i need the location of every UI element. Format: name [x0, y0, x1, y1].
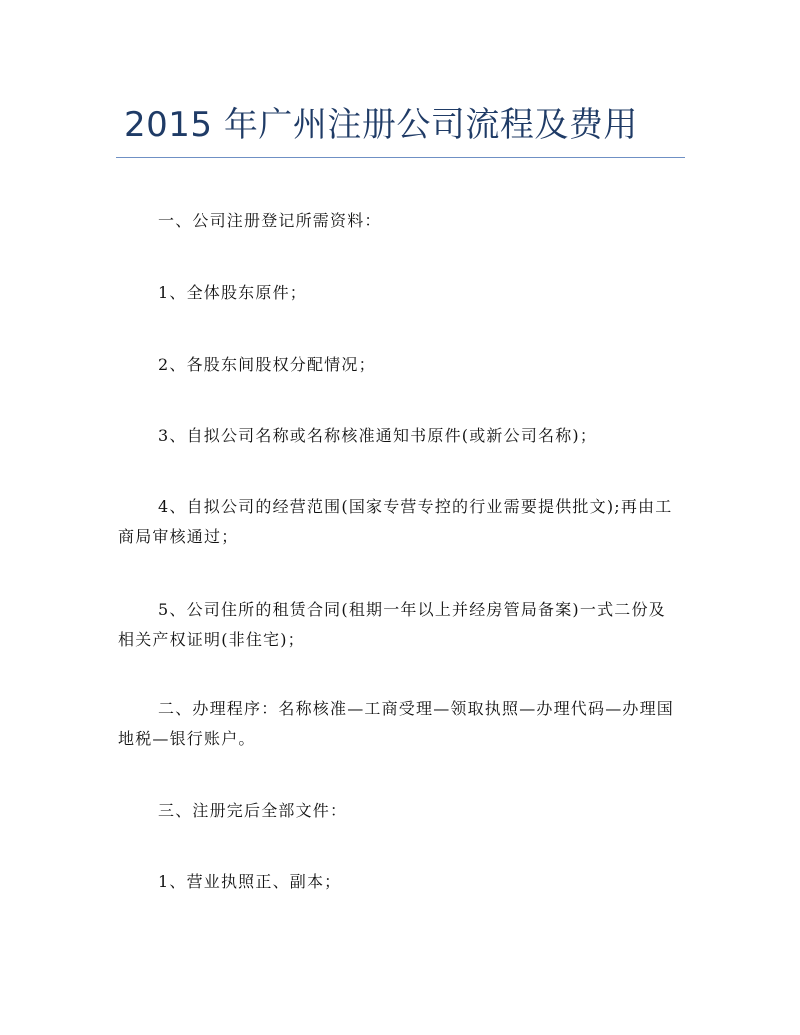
paragraph-item: 4、自拟公司的经营范围(国家专营专控的行业需要提供批文);再由工商局审核通过； — [118, 497, 673, 546]
title-underline — [116, 157, 685, 158]
paragraph-item: 3、自拟公司名称或名称核准通知书原件(或新公司名称)； — [158, 426, 598, 445]
paragraph-item: 2、各股东间股权分配情况； — [158, 355, 376, 374]
document-title: 2015 年广州注册公司流程及费用 — [124, 105, 638, 145]
section-heading-required-materials: 一、公司注册登记所需资料： — [158, 211, 382, 230]
paragraph-item: 1、营业执照正、副本； — [158, 872, 342, 891]
section-heading-procedure: 二、办理程序：名称核准—工商受理—领取执照—办理代码—办理国地税—银行账户。 — [118, 699, 675, 748]
section-heading-documents: 三、注册完后全部文件： — [158, 801, 348, 820]
paragraph-item: 5、公司住所的租赁合同(租期一年以上并经房管局备案)一式二份及相关产权证明(非住宅)； — [118, 600, 666, 649]
paragraph-item: 1、全体股东原件； — [158, 283, 307, 302]
